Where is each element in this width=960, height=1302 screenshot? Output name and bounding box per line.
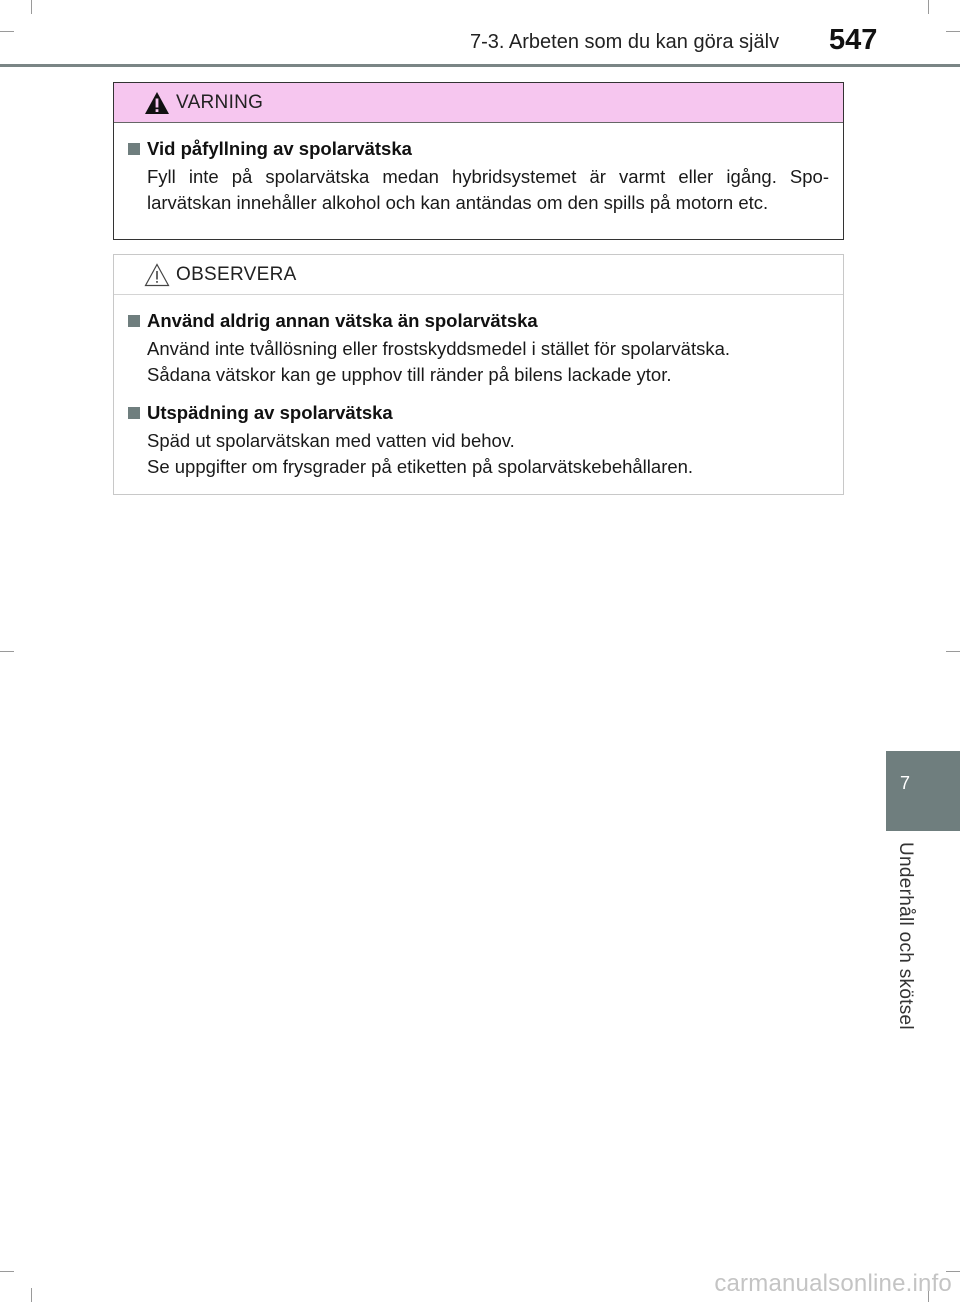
page-number: 547	[829, 24, 878, 56]
crop-mark	[0, 1271, 14, 1272]
crop-mark	[31, 0, 32, 14]
section-title: 7-3. Arbeten som du kan göra själv	[470, 31, 780, 53]
item-text	[128, 428, 829, 480]
item-text-line: Späd ut spolarvätskan med vatten vid behov.	[147, 430, 515, 451]
crop-mark	[928, 0, 929, 14]
item-text-line: Använd inte tvållösning eller frostskyddsmedel i stället för spolarvätska.	[147, 338, 731, 359]
item-heading: Använd aldrig annan vätska än spolarvätska	[147, 310, 538, 331]
square-bullet-icon	[128, 315, 140, 327]
item-heading: Utspädning av spolarvätska	[147, 402, 393, 423]
item-text-line: Sådana vätskor kan ge upphov till ränder på bilens lackade ytor.	[147, 364, 672, 385]
caution-box	[113, 254, 844, 495]
list-item	[128, 138, 829, 216]
caution-box-header	[114, 255, 843, 295]
item-text	[128, 336, 829, 388]
watermark: carmanualsonline.info	[714, 1270, 952, 1297]
item-text-line: Se uppgifter om frysgrader på etiketten på spolarvätskebehållaren.	[147, 456, 694, 477]
crop-mark	[946, 31, 960, 32]
header-divider	[0, 64, 960, 67]
item-text: Fyll inte på spolarvätska medan hybridsystemet är varmt eller igång. Spo-larvätskan innehåller alkohol och kan antändas om den spills på motorn etc.	[147, 166, 829, 213]
chapter-number: 7	[899, 773, 910, 793]
crop-mark	[0, 651, 14, 652]
crop-mark	[946, 651, 960, 652]
chapter-title: Underhåll och skötsel	[895, 842, 916, 1030]
caution-label: OBSERVERA	[176, 263, 297, 285]
chapter-tab	[886, 751, 960, 831]
warning-triangle-outline-icon	[144, 262, 170, 288]
warning-triangle-filled-icon	[144, 90, 170, 116]
list-item	[128, 310, 829, 388]
item-heading: Vid påfyllning av spolarvätska	[147, 138, 412, 159]
list-item	[128, 402, 829, 480]
crop-mark	[0, 31, 14, 32]
square-bullet-icon	[128, 407, 140, 419]
warning-box-header	[114, 83, 843, 123]
square-bullet-icon	[128, 143, 140, 155]
crop-mark	[31, 1288, 32, 1302]
warning-label: VARNING	[176, 91, 264, 113]
warning-box	[113, 82, 844, 240]
